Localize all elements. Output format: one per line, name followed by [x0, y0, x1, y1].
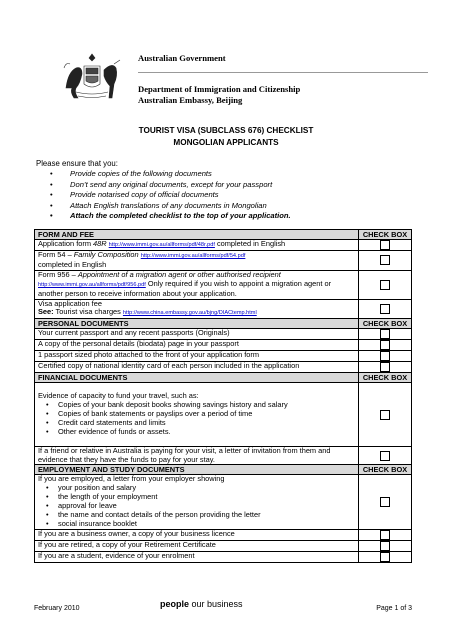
check-cell — [359, 251, 412, 271]
row-text: Visa application fee See: Tourist visa charges http://www.china.embassy.gov.au/bjng/DIACtemp.html — [35, 299, 359, 319]
check-box-header: CHECK BOX — [359, 373, 412, 383]
check-box-header: CHECK BOX — [359, 319, 412, 329]
table-row — [35, 351, 412, 362]
checkbox[interactable] — [380, 280, 390, 290]
list-item: • Copies of your bank deposit books showing savings history and salary — [38, 401, 355, 410]
coat-of-arms-icon — [58, 52, 126, 102]
table-row — [35, 551, 412, 562]
row-text: If a friend or relative in Australia is paying for your visit, a letter of invitation from them and evidence that they have the funds to pay for your stay. — [35, 446, 359, 465]
intro-text: Please ensure that you: — [36, 159, 118, 168]
evidence-list — [38, 401, 355, 437]
list-item: • Other evidence of funds or assets. — [38, 428, 355, 437]
section-header-financial — [35, 373, 412, 383]
check-cell — [359, 240, 412, 251]
check-box-header: CHECK BOX — [359, 230, 412, 240]
checkbox[interactable] — [380, 329, 390, 339]
government-name: Australian Government — [138, 52, 428, 73]
check-cell — [359, 362, 412, 373]
employment-list — [38, 484, 355, 529]
embassy-name: Australian Embassy, Beijing — [138, 95, 243, 105]
checkbox[interactable] — [380, 552, 390, 562]
section-header-personal — [35, 319, 412, 329]
check-box-header: CHECK BOX — [359, 465, 412, 475]
table-row — [35, 270, 412, 299]
row-text: Your current passport and any recent passports (Originals) — [35, 329, 359, 340]
section-header-employment — [35, 465, 412, 475]
checkbox[interactable] — [380, 362, 390, 372]
checkbox[interactable] — [380, 255, 390, 265]
footer-tagline: people our business — [160, 599, 243, 609]
section-header-form-fee — [35, 230, 412, 240]
row-text: Certified copy of national identity card of each person included in the application — [35, 362, 359, 373]
list-item: • social insurance booklet — [38, 520, 355, 529]
row-text: Application form 48R http://www.immi.gov.au/allforms/pdf/48r.pdf completed in English — [35, 240, 359, 251]
check-cell — [359, 540, 412, 551]
list-item: • the length of your employment — [38, 493, 355, 502]
instruction-item: • Provide copies of the following documents — [50, 169, 291, 180]
check-cell — [359, 529, 412, 540]
row-text: Form 956 – Appointment of a migration agent or other authorised recipient http://www.immi.gov.au/allforms/pdf/956.pdf Only required if you wish to appoint a migration agent or another person to receive information about your application. — [35, 270, 359, 299]
table-row — [35, 362, 412, 373]
row-text: A copy of the personal details (biodata) page in your passport — [35, 340, 359, 351]
agency-header — [138, 52, 428, 106]
checkbox[interactable] — [380, 410, 390, 420]
footer-date: February 2010 — [34, 605, 80, 612]
table-row — [35, 251, 412, 271]
list-item: • approval for leave — [38, 502, 355, 511]
instruction-item: • Provide notarised copy of official documents — [50, 190, 291, 201]
checkbox[interactable] — [380, 530, 390, 540]
checkbox[interactable] — [380, 497, 390, 507]
section-title: FINANCIAL DOCUMENTS — [35, 373, 359, 383]
section-title: FORM AND FEE — [35, 230, 359, 240]
visa-charges-link[interactable]: http://www.china.embassy.gov.au/bjng/DIACtemp.html — [122, 310, 257, 317]
check-cell — [359, 351, 412, 362]
check-cell — [359, 551, 412, 562]
check-cell — [359, 446, 412, 465]
check-cell — [359, 299, 412, 319]
list-item: • the name and contact details of the person providing the letter — [38, 511, 355, 520]
form-956-link[interactable]: http://www.immi.gov.au/allforms/pdf/956.pdf — [38, 281, 146, 288]
table-row — [35, 329, 412, 340]
check-cell — [359, 383, 412, 446]
checkbox[interactable] — [380, 451, 390, 461]
table-row — [35, 446, 412, 465]
row-text: If you are retired, a copy of your Retirement Certificate — [35, 540, 359, 551]
section-title: PERSONAL DOCUMENTS — [35, 319, 359, 329]
row-text: If you are employed, a letter from your employer showing • your position and salary • the length of your employment • approval for leave • the name and contact details of the person providing the letter • social insurance booklet — [35, 475, 359, 529]
list-item: • your position and salary — [38, 484, 355, 493]
checkbox[interactable] — [380, 340, 390, 350]
check-cell — [359, 475, 412, 529]
instruction-item: • Attach English translations of any documents in Mongolian — [50, 201, 291, 212]
form-48r-link[interactable]: http://www.immi.gov.au/allforms/pdf/48r.pdf — [108, 242, 215, 248]
table-row — [35, 383, 412, 446]
instruction-item: • Attach the completed checklist to the top of your application. — [50, 211, 291, 222]
list-item: • Copies of bank statements or payslips over a period of time — [38, 410, 355, 419]
check-cell — [359, 329, 412, 340]
table-row — [35, 299, 412, 319]
instruction-list — [50, 169, 291, 222]
check-cell — [359, 270, 412, 299]
table-row — [35, 529, 412, 540]
list-item: • Credit card statements and limits — [38, 419, 355, 428]
checklist-table — [34, 229, 412, 563]
row-text: Form 54 – Family Composition http://www.immi.gov.au/allforms/pdf/54.pdf completed in English — [35, 251, 359, 271]
row-text: If you are a business owner, a copy of your business licence — [35, 529, 359, 540]
checkbox[interactable] — [380, 541, 390, 551]
document-title: TOURIST VISA (SUBCLASS 676) CHECKLIST — [138, 126, 314, 135]
checkbox[interactable] — [380, 351, 390, 361]
section-title: EMPLOYMENT AND STUDY DOCUMENTS — [35, 465, 359, 475]
document-subtitle: MONGOLIAN APPLICANTS — [173, 138, 279, 147]
department-name: Department of Immigration and Citizenship — [138, 84, 301, 94]
checkbox[interactable] — [380, 240, 390, 250]
table-row — [35, 475, 412, 529]
instruction-item: • Don’t send any original documents, except for your passport — [50, 180, 291, 191]
checkbox[interactable] — [380, 304, 390, 314]
table-row — [35, 240, 412, 251]
table-row — [35, 540, 412, 551]
check-cell — [359, 340, 412, 351]
table-row — [35, 340, 412, 351]
footer-page-number: Page 1 of 3 — [376, 605, 412, 612]
row-text: 1 passport sized photo attached to the front of your application form — [35, 351, 359, 362]
row-text: Evidence of capacity to fund your travel, such as: • Copies of your bank deposit books showing savings history and salary • Copies of bank statements or payslips over a period of time • Credit card statements and limits • Other evidence of funds or assets. — [35, 383, 359, 446]
form-54-link[interactable]: http://www.immi.gov.au/allforms/pdf/54.pdf — [140, 253, 246, 259]
row-text: If you are a student, evidence of your enrolment — [35, 551, 359, 562]
